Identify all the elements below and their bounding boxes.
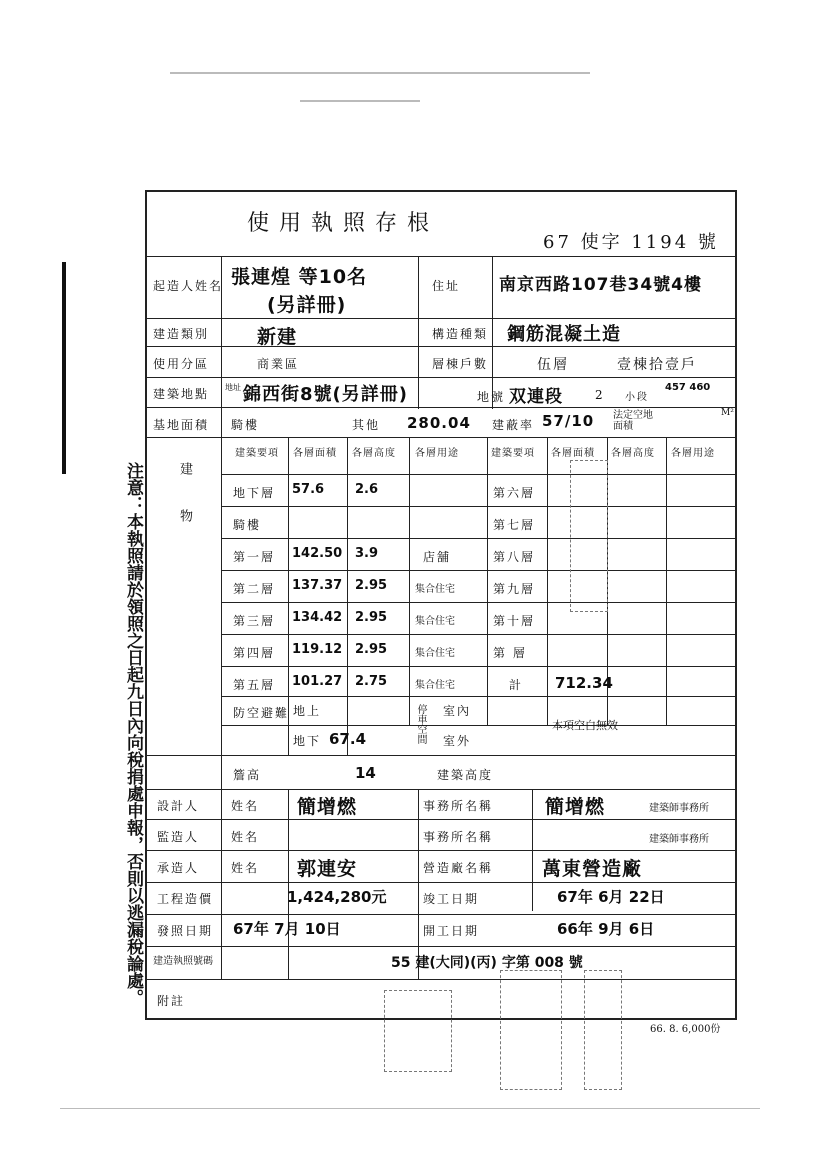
land-area-label: 基地面積 (153, 418, 210, 432)
permit-number: 55 建(大同)(丙) 字第 008 號 (391, 955, 583, 971)
permit-label: 建造執照號碼 (153, 956, 213, 967)
floor-area: 101.27 (292, 674, 343, 689)
building-height-label: 建築高度 (437, 768, 494, 782)
eaves-label: 簷高 (233, 768, 262, 782)
cost-label: 工程造價 (157, 892, 214, 906)
floor-name: 騎樓 (233, 518, 262, 532)
scan-noise (300, 100, 420, 102)
office-suffix: 建築師事務所 (649, 803, 709, 814)
start-label: 開工日期 (423, 924, 480, 938)
floors-label: 層棟戶數 (432, 357, 489, 371)
doc-number: 67 使字 1194 號 (543, 232, 719, 253)
building-summary-label: 建物 (177, 462, 192, 556)
floor-name-right: 第七層 (493, 518, 536, 532)
office-label: 事務所名稱 (423, 830, 494, 844)
shelter-label: 防空避難 (233, 706, 290, 720)
builder-label: 起造人姓名 (153, 279, 224, 293)
units-value: 壹棟拾壹戶 (617, 357, 697, 373)
header-use-left: 各層用途 (415, 448, 459, 459)
contractor-label: 承造人 (157, 861, 200, 875)
site-prefix: 地址 (225, 383, 241, 392)
scan-noise (60, 1108, 760, 1109)
floor-name-right: 第九層 (493, 582, 536, 596)
faded-stamp (570, 460, 608, 612)
contractor-name: 郭連安 (297, 858, 358, 880)
floor-height: 2.95 (355, 578, 388, 593)
faded-stamp (584, 970, 622, 1090)
unused-note: 本項空白無效 (552, 719, 618, 732)
arcade-label: 騎樓 (231, 418, 260, 432)
unit-m2: M² (721, 408, 734, 418)
completion-label: 竣工日期 (423, 892, 480, 906)
floor-area: 134.42 (292, 610, 343, 625)
floor-use: 店舖 (423, 550, 452, 564)
header-use-right: 各層用途 (671, 448, 715, 459)
company-label: 營造廠名稱 (423, 861, 494, 875)
issue-label: 發照日期 (157, 924, 214, 938)
office-label: 事務所名稱 (423, 799, 494, 813)
floor-name: 第三層 (233, 614, 276, 628)
floor-use: 集合住宅 (415, 648, 455, 659)
header-area-right: 各層面積 (551, 448, 595, 459)
floor-name-right: 第 層 (493, 646, 527, 660)
floor-area: 137.37 (292, 578, 343, 593)
legal-open-label: 法定空地面積 (613, 410, 653, 432)
designer-name: 簡增燃 (297, 796, 358, 818)
name-label: 姓名 (231, 861, 260, 875)
header-item-right: 建築要項 (491, 448, 535, 459)
shelter-below-area: 67.4 (329, 730, 367, 748)
permit-form (145, 190, 737, 1020)
scan-noise (170, 72, 590, 74)
shelter-above: 地上 (293, 704, 322, 718)
name-label: 姓名 (231, 830, 260, 844)
building-type-label: 建造類別 (153, 327, 210, 341)
floor-height: 2.75 (355, 674, 388, 689)
zoning-label: 使用分區 (153, 357, 210, 371)
faded-stamp (500, 970, 562, 1090)
form-title: 使用執照存根 (247, 211, 440, 236)
shelter-below: 地下 (293, 734, 322, 748)
address-label: 住址 (432, 279, 461, 293)
company-name: 萬東營造廠 (542, 858, 643, 880)
total-area: 712.34 (555, 674, 613, 692)
designer-label: 設計人 (157, 799, 200, 813)
floor-height: 2.6 (355, 482, 379, 497)
print-run-note: 66. 8. 6,000份 (650, 1024, 721, 1035)
section-value: 2 (595, 388, 605, 402)
eaves-height: 14 (355, 764, 376, 782)
floor-height: 2.95 (355, 610, 388, 625)
site-label: 建築地點 (153, 387, 210, 401)
builder-name: 張連煌 等10名 (231, 266, 368, 288)
floor-area: 142.50 (292, 546, 343, 561)
coverage-label: 建蔽率 (492, 418, 535, 432)
faded-stamp (384, 990, 452, 1072)
supervisor-label: 監造人 (157, 830, 200, 844)
builder-note: (另詳冊) (267, 294, 347, 316)
structure-value: 鋼筋混凝土造 (507, 324, 621, 345)
floor-name-right: 第六層 (493, 486, 536, 500)
floor-name: 地下層 (233, 486, 276, 500)
header-area-left: 各層面積 (293, 448, 337, 459)
floor-name: 第五層 (233, 678, 276, 692)
floor-height: 3.9 (355, 546, 379, 561)
parking-label: 停車空間 (415, 704, 426, 744)
remarks-label: 附註 (157, 994, 186, 1008)
parking-outdoor: 室外 (443, 734, 472, 748)
start-date: 66年 9月 6日 (557, 920, 655, 938)
header-height-right: 各層高度 (611, 448, 655, 459)
building-type-value: 新建 (257, 326, 298, 348)
supervisor-office-suffix: 建築師事務所 (649, 834, 709, 845)
designer-office: 簡增燃 (545, 796, 606, 818)
margin-bar (62, 262, 66, 474)
floor-area: 119.12 (292, 642, 343, 657)
other-area: 280.04 (407, 414, 471, 432)
zoning-value: 商業區 (257, 357, 300, 371)
address-value: 南京西路107巷34號4樓 (499, 275, 702, 295)
cost-value: 1,424,280元 (287, 888, 387, 906)
floors-value: 伍層 (537, 357, 569, 373)
subsection-label: 小段 (625, 392, 649, 403)
side-note: 注意：本執照請於領照之日起九日內向稅捐處申報，否則以逃漏稅論處。 (123, 462, 143, 1006)
floor-height: 2.95 (355, 642, 388, 657)
floor-use: 集合住宅 (415, 584, 455, 595)
floor-name: 第一層 (233, 550, 276, 564)
lot-label: 地號 (477, 390, 506, 404)
lot-numbers: 457 460 (665, 382, 711, 393)
coverage-value: 57/10 (542, 412, 595, 430)
floor-name: 第四層 (233, 646, 276, 660)
name-label: 姓名 (231, 799, 260, 813)
floor-use: 集合住宅 (415, 616, 455, 627)
site-address: 錦西街8號(另詳冊) (243, 384, 408, 405)
structure-label: 構造種類 (432, 327, 489, 341)
total-label: 計 (509, 678, 524, 692)
issue-date: 67年 7月 10日 (233, 920, 341, 938)
other-label: 其他 (352, 418, 381, 432)
floor-area: 57.6 (292, 482, 325, 497)
parking-indoor: 室內 (443, 704, 472, 718)
floor-name-right: 第十層 (493, 614, 536, 628)
floor-use: 集合住宅 (415, 680, 455, 691)
completion-date: 67年 6月 22日 (557, 888, 665, 906)
floor-name-right: 第八層 (493, 550, 536, 564)
district-value: 双連段 (509, 387, 563, 407)
header-item-left: 建築要項 (235, 448, 279, 459)
floor-name: 第二層 (233, 582, 276, 596)
header-height-left: 各層高度 (352, 448, 396, 459)
